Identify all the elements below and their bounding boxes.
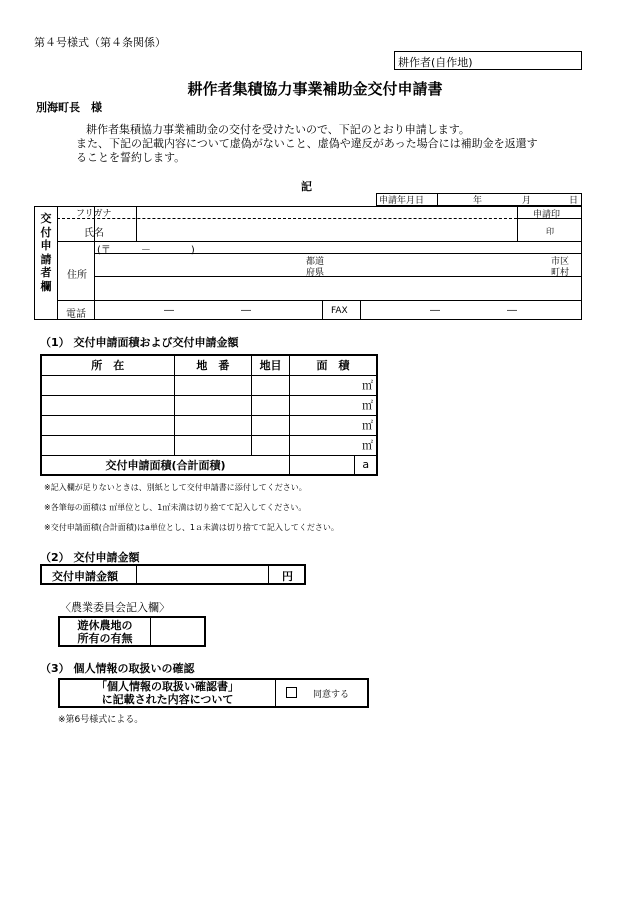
area-table bbox=[40, 354, 378, 476]
note-2: ※各筆毎の面積は ㎡単位とし、1㎡未満は切り捨てて記入してください。 bbox=[44, 503, 307, 512]
privacy-box bbox=[58, 678, 369, 708]
unit-m2: ㎡ bbox=[355, 395, 377, 415]
committee-box bbox=[58, 616, 206, 647]
amount-field[interactable] bbox=[138, 566, 267, 583]
seal-label: 申請印 bbox=[533, 210, 561, 220]
form-number: 第４号様式（第４条関係） bbox=[34, 36, 166, 49]
unit-m2: ㎡ bbox=[355, 435, 377, 455]
addressee: 別海町長 様 bbox=[36, 101, 102, 114]
furigana-label: フリガナ bbox=[76, 209, 112, 219]
landtype-cell[interactable] bbox=[252, 435, 290, 455]
location-cell[interactable] bbox=[41, 395, 174, 415]
yen-label: 円 bbox=[282, 570, 293, 583]
lot-cell[interactable] bbox=[174, 395, 252, 415]
unit-a: a bbox=[355, 455, 377, 475]
fax-dash-1: ― bbox=[430, 305, 440, 316]
page-title: 耕作者集積協力事業補助金交付申請書 bbox=[187, 80, 443, 98]
agree-checkbox[interactable] bbox=[286, 687, 297, 698]
name-label: 氏名 bbox=[84, 228, 104, 239]
table-row bbox=[41, 435, 377, 455]
intro-line-2: また、下記の記載内容について虚偽がないこと、虚偽や違反があった場合には補助金を返還す bbox=[76, 137, 538, 150]
area-cell[interactable] bbox=[289, 395, 355, 415]
committee-heading: 〈農業委員会記入欄〉 bbox=[60, 601, 170, 614]
location-cell[interactable] bbox=[41, 435, 174, 455]
address-field[interactable] bbox=[95, 277, 581, 299]
location-cell[interactable] bbox=[41, 375, 174, 395]
privacy-label: 「個人情報の取扱い確認書」 に記載された内容について bbox=[96, 680, 239, 706]
applicant-section-label: 交 付 申 請 者 欄 bbox=[40, 212, 52, 293]
phone-dash-2: ― bbox=[241, 305, 251, 316]
prefecture-label-2: 府県 bbox=[306, 268, 325, 278]
lot-cell[interactable] bbox=[174, 415, 252, 435]
landtype-cell[interactable] bbox=[252, 415, 290, 435]
area-cell[interactable] bbox=[289, 375, 355, 395]
section1-heading: （1） 交付申請面積および交付申請金額 bbox=[40, 336, 239, 349]
location-cell[interactable] bbox=[41, 415, 174, 435]
city-label-2: 町村 bbox=[551, 268, 570, 278]
phone-label: 電話 bbox=[66, 309, 86, 320]
fax-label: FAX bbox=[331, 306, 348, 316]
note-3: ※交付申請面積(合計面積)はa単位とし、1ａ未満は切り捨てて記入してください。 bbox=[44, 523, 339, 532]
agree-label: 同意する bbox=[313, 690, 350, 700]
city-label-1: 市区 bbox=[551, 257, 570, 267]
name-field[interactable] bbox=[137, 219, 516, 240]
intro-line-3: ることを誓約します。 bbox=[76, 151, 186, 164]
table-row bbox=[41, 395, 377, 415]
section2-heading: （2） 交付申請金額 bbox=[40, 551, 140, 564]
col-landtype: 地目 bbox=[252, 355, 290, 375]
seal-mark: 印 bbox=[546, 227, 554, 236]
note-1: ※記入欄が足りないときは、別紙として交付申請書に添付してください。 bbox=[44, 483, 307, 492]
col-lot: 地 番 bbox=[174, 355, 252, 375]
table-row bbox=[41, 415, 377, 435]
prefecture-label-1: 都道 bbox=[306, 257, 325, 267]
date-year: 年 bbox=[473, 196, 483, 206]
area-cell[interactable] bbox=[289, 415, 355, 435]
unit-m2: ㎡ bbox=[355, 415, 377, 435]
idle-farmland-label: 遊休農地の 所有の有無 bbox=[77, 619, 133, 645]
col-area: 面 積 bbox=[289, 355, 377, 375]
section3-heading: （3） 個人情報の取扱いの確認 bbox=[40, 662, 195, 675]
unit-m2: ㎡ bbox=[355, 375, 377, 395]
date-month: 月 bbox=[522, 196, 532, 206]
date-day: 日 bbox=[569, 196, 579, 206]
amount-label: 交付申請金額 bbox=[52, 570, 118, 583]
applicant-type-box bbox=[394, 51, 582, 70]
amount-box bbox=[40, 564, 306, 585]
date-label: 申請年月日 bbox=[379, 196, 425, 206]
idle-farmland-field[interactable] bbox=[152, 618, 204, 645]
lot-cell[interactable] bbox=[174, 375, 252, 395]
applicant-type: 耕作者(自作地) bbox=[398, 56, 473, 69]
total-area-label: 交付申請面積(合計面積) bbox=[41, 455, 289, 475]
fax-dash-2: ― bbox=[507, 305, 517, 316]
table-row bbox=[41, 375, 377, 395]
area-cell[interactable] bbox=[289, 435, 355, 455]
col-location: 所 在 bbox=[41, 355, 174, 375]
intro-line-1: 耕作者集積協力事業補助金の交付を受けたいので、下記のとおり申請します。 bbox=[86, 123, 470, 136]
total-area-cell[interactable] bbox=[289, 455, 355, 475]
section3-note: ※第6号様式による。 bbox=[58, 715, 144, 725]
lot-cell[interactable] bbox=[174, 435, 252, 455]
landtype-cell[interactable] bbox=[252, 395, 290, 415]
phone-dash-1: ― bbox=[164, 305, 174, 316]
furigana-field[interactable] bbox=[137, 207, 516, 218]
address-label: 住所 bbox=[67, 270, 87, 281]
ki-label: 記 bbox=[301, 180, 312, 193]
landtype-cell[interactable] bbox=[252, 375, 290, 395]
postal-code: (〒 － ) bbox=[97, 245, 195, 256]
